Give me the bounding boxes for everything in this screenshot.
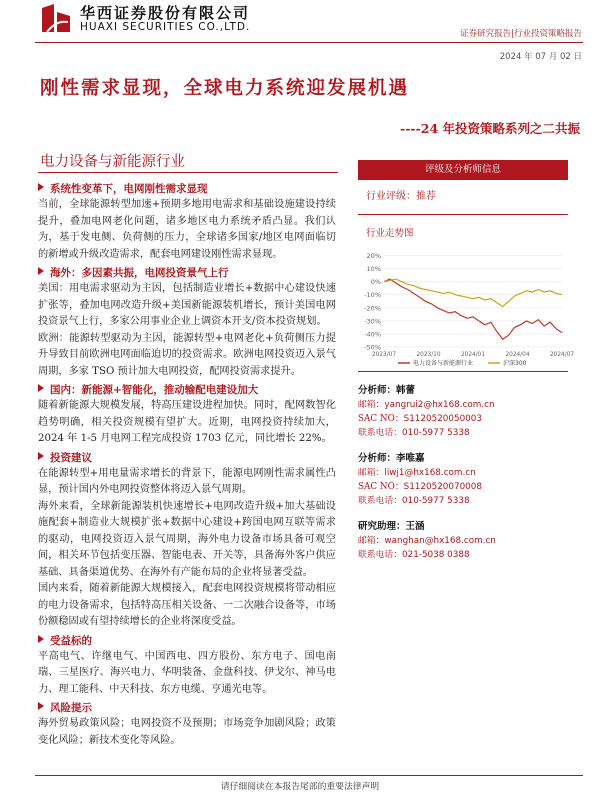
analyst-email-label: 邮箱： [358, 468, 385, 478]
analyst-sac [358, 412, 568, 426]
summary-column [38, 182, 336, 749]
section-heading [38, 383, 336, 398]
y-tick-label: -20% [364, 304, 381, 313]
section-paragraph: 平高电气、许继电气、中国西电、四方股份、东方电子、国电南瑞、三星医疗、海兴电力、华明装备、金盘科技、伊戈尔、神马电力、理工能科、中天科技、东方电缆、亨通光电等。 [38, 650, 336, 695]
section-paragraph: 欧洲：能源转型驱动为主因，能源转型+电网老化+负荷侧压力提升导致目前欧洲电网面临迫切的投资需求。欧洲电网投资迈入景气周期，多家 TSO 预计加大电网投资，配网投资需求提升。 [38, 332, 336, 377]
analyst-email[interactable] [358, 534, 568, 548]
x-tick-label: 2024/04 [505, 352, 530, 358]
footer-disclaimer: 请仔细阅读在本报告尾部的重要法律声明 [220, 782, 380, 792]
analyst-phone-label: 联系电话： [358, 550, 402, 560]
analyst-sac [358, 480, 568, 494]
industry-name: 电力设备与新能源行业 [40, 154, 185, 170]
trend-chart-svg [358, 243, 575, 371]
section-heading-text: 系统性变革下，电网刚性需求显现 [50, 183, 208, 195]
bullet-triangle-icon [38, 267, 44, 275]
analyst-email-label: 邮箱： [358, 536, 385, 546]
y-tick-label: 10% [366, 265, 381, 274]
bullet-triangle-icon [38, 183, 44, 191]
analyst-sac-label: SAC NO： [358, 482, 404, 492]
industry-rating: 行业评级：推荐 [366, 191, 436, 202]
section-heading-text: 国内：新能源+智能化，推动输配电建设加大 [50, 384, 259, 396]
report-title: 刚性需求显现，全球电力系统迎发展机遇 [40, 78, 410, 99]
section-heading [38, 701, 336, 716]
analyst-sac-value: S1120520050003 [403, 414, 482, 424]
analyst-email-value: yangrui2@hx168.com.cn [384, 400, 495, 410]
section-heading-text: 风险提示 [50, 702, 92, 714]
chart-title: 行业走势图 [366, 228, 414, 239]
analyst-phone-value: 021-5038 0388 [402, 550, 470, 560]
section-heading [38, 451, 336, 466]
analyst-sac-value: S1120520070008 [403, 482, 482, 492]
y-tick-label: -40% [364, 330, 381, 339]
analyst-name: 分析师：韩蕾 [358, 385, 416, 396]
section-paragraph: 美国：用电需求驱动为主因，包括制造业增长+数据中心建设快速扩张等，叠加电网改造升级+美国新能源装机增长，预计美国电网投资景气上行，多家公用事业企业上调资本开支/资本投资规划。 [38, 283, 336, 327]
analyst-phone [358, 548, 568, 562]
analyst-name: 分析师：李唯嘉 [358, 453, 425, 464]
sidebar [358, 160, 575, 562]
x-tick-label: 2023/10 [416, 352, 441, 358]
bullet-triangle-icon [38, 702, 44, 710]
section-heading [38, 182, 336, 197]
section-paragraph: 当前，全球能源转型加速+预期多地用电需求和基础设施建设持续提升，叠加电网老化问题，诸多地区电力系统矛盾凸显。我们认为，基于发电侧、负荷侧的压力，全球诸多国家/地区电网面临切的新增或升级改造需求，配套电网建设刚性需求显现。 [38, 199, 336, 260]
section-paragraph: 国内来看，随着新能源大规模接入，配套电网投资规模将带动相应的电力设备需求，包括特高压相关设备、一二次融合设备等，市场份额稳固或有望持续增长的企业将深度受益。 [38, 583, 336, 627]
y-tick-label: -30% [364, 317, 381, 326]
analyst-phone-value: 010-5977 5338 [402, 496, 470, 506]
analyst-phone [358, 426, 568, 440]
analyst-phone-value: 010-5977 5338 [402, 428, 470, 438]
bullet-triangle-icon [38, 635, 44, 643]
section-heading-text: 海外：多因素共振，电网投资景气上行 [50, 267, 229, 279]
section-paragraph: 在能源转型+用电量需求增长的背景下，能源电网刚性需求属性凸显，预计国内外电网投资整体将迈入景气周期。 [38, 467, 336, 495]
analyst-email[interactable] [358, 466, 568, 480]
y-tick-label: -50% [364, 343, 381, 352]
series-line [384, 279, 562, 339]
section-heading-text: 受益标的 [50, 634, 92, 647]
company-name-cn: 华西证券股份有限公司 [80, 4, 251, 22]
analyst-list [358, 384, 568, 562]
section-heading-text: 投资建议 [50, 451, 92, 464]
section-heading [38, 634, 336, 649]
rating-divider [358, 214, 568, 215]
analyst-sac-label: SAC NO： [358, 414, 404, 424]
analyst-card [358, 384, 568, 440]
analyst-card [358, 452, 568, 508]
analyst-card [358, 520, 568, 562]
analyst-email-label: 邮箱： [358, 400, 385, 410]
section-paragraph: 随着新能源大规模发展，特高压建设进程加快。同时，配网数智化趋势明确，相关投资规模有望扩大。近期，电网投资持续加大，2024 年 1-5 月电网工程完成投资 1703 亿元，同比增长 22%。 [38, 400, 336, 444]
section-paragraph: 海外贸易政策风险；电网投资不及预期；市场竞争加剧风险；政策变化风险；新技术变化等风险。 [38, 718, 336, 746]
legend-label: 电力设备与新能源行业 [413, 360, 474, 367]
analyst-email-value: wanghan@hx168.com.cn [384, 536, 496, 546]
section-paragraph: 海外来看，全球新能源装机快速增长+电网改造升级+加大基础设施配套+制造业大规模扩张+数据中心建设+跨国电网互联等需求的驱动，电网投资迈入景气周期，海外电力设备市场具备可观空间，相关环节包括变压器、智能电表、开关等，具备海外客户供应基础、具备渠道优势、在海外有产能布局的企业将显著受益。 [38, 500, 336, 578]
huaxi-logo-icon [38, 2, 74, 36]
section-heading [38, 266, 336, 281]
y-tick-label: 20% [366, 252, 381, 261]
analyst-phone-label: 联系电话： [358, 428, 402, 438]
x-tick-label: 2024/01 [460, 352, 486, 358]
report-date: 2024 年 07 月 02 日 [499, 52, 582, 62]
bullet-triangle-icon [38, 384, 44, 392]
bullet-triangle-icon [38, 452, 44, 460]
analyst-phone [358, 494, 568, 508]
header-divider [35, 42, 583, 43]
x-tick-label: 2024/07 [549, 352, 575, 358]
x-tick-label: 2023/07 [371, 352, 397, 358]
series-line [384, 279, 562, 306]
page-header [0, 0, 600, 62]
analyst-email-value: liwj1@hx168.com.cn [384, 468, 476, 478]
industry-divider [38, 172, 338, 173]
legend-label: 沪深300 [503, 360, 527, 367]
y-tick-label: -10% [364, 291, 381, 300]
chart-divider [358, 371, 568, 372]
report-subtitle: ----24 年投资策略系列之二共振 [400, 121, 580, 136]
analyst-name: 研究助理：王涵 [358, 521, 425, 532]
y-tick-label: 0% [370, 278, 381, 287]
company-name-en: HUAXI SECURITIES CO.,LTD. [80, 21, 251, 33]
footer-divider [35, 775, 583, 776]
rating-header: 评级及分析师信息 [358, 160, 568, 180]
analyst-email[interactable] [358, 398, 568, 412]
trend-chart [358, 243, 575, 371]
analyst-phone-label: 联系电话： [358, 496, 402, 506]
report-categories: 证券研究报告|行业投资策略报告 [460, 29, 582, 39]
